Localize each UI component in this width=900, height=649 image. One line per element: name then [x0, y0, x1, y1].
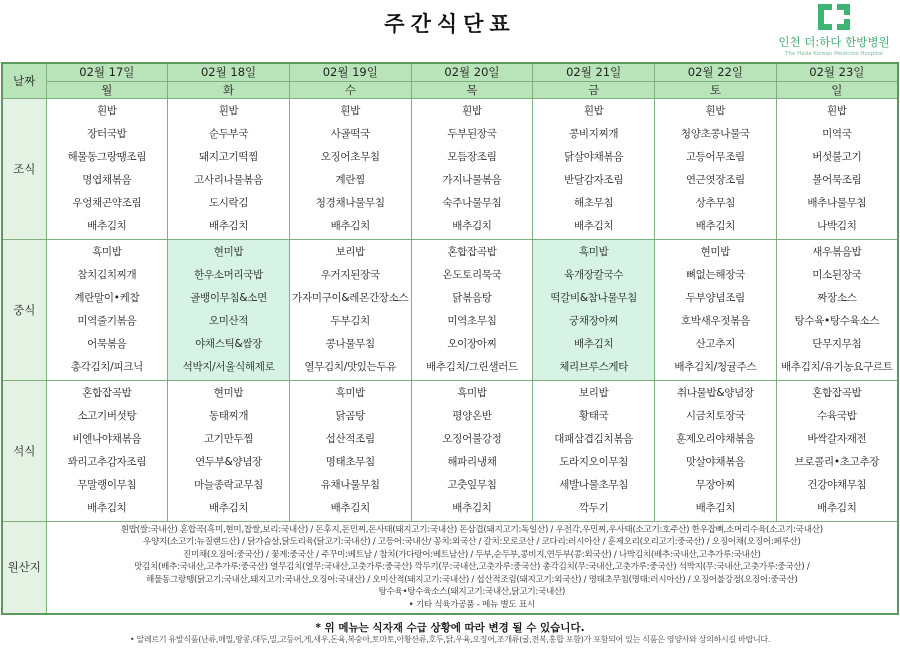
origin-line: 맛김치(배추:국내산,고추가루:중국산) 열무김치(열무:국내산,고춧가루:중국산) 깍두기(무:국내산,고춧가루:중국산) 총각김치(무:국내산,고춧가루:중국산) 석박지(무:국내산,고춧가루:중국산) / [133, 562, 810, 572]
menu-item: 배추김치 [695, 501, 736, 514]
menu-item: 미소된장국 [812, 268, 862, 281]
menu-item: 흑미밥 [457, 386, 487, 399]
weekday-cell: 화 [168, 81, 290, 98]
menu-item: 혼합잡곡밥 [812, 386, 862, 399]
menu-item: 육개장칼국수 [564, 268, 624, 281]
origin-line: 탕수육•탕수육소스(돼지고기:국내산,닭고기:국내산) [378, 587, 566, 597]
menu-item: 대패삼겹김치볶음 [554, 432, 634, 445]
hospital-logo [770, 4, 898, 62]
menu-item: 브로콜리•초고추장 [794, 455, 880, 468]
menu-item: 비엔나야채볶음 [72, 432, 142, 445]
menu-item: 흰밥 [462, 104, 482, 117]
weekday-cell: 월 [46, 81, 168, 98]
menu-item: 미역국 [822, 127, 852, 140]
menu-item: 현미밥 [700, 245, 731, 258]
menu-item: 배추김치 [695, 219, 736, 232]
menu-list [777, 241, 897, 379]
menu-item: 두부김치 [330, 314, 370, 327]
menu-item: 유채나물무침 [320, 478, 380, 491]
menu-item: 호박새우젓볶음 [680, 314, 750, 327]
menu-item: 나박김치 [817, 219, 857, 232]
menu-item: 소고기버섯탕 [77, 409, 137, 422]
menu-list [168, 382, 289, 520]
menu-item: 배추김치 [87, 501, 127, 514]
menu-item: 총각김치/피크닉 [70, 360, 143, 373]
menu-item: 새우볶음밥 [812, 245, 862, 258]
dinner-cell [168, 380, 290, 521]
menu-list [47, 100, 168, 238]
menu-item: 우거지된장국 [320, 268, 380, 281]
date-cell: 02월 20일 [411, 63, 533, 81]
menu-item: 골뱅이무침&소면 [190, 291, 267, 304]
origin-label: 원산지 [2, 521, 46, 614]
menu-item: 흑미밥 [92, 245, 122, 258]
menu-item: 오징어초무침 [320, 150, 380, 163]
menu-item: 흰밥 [583, 104, 604, 117]
menu-item: 한우소머리국밥 [194, 268, 263, 281]
origin-line: • 기타 식육가공품 - 메뉴 별도 표시 [408, 599, 535, 610]
menu-item: 배추김치 [452, 219, 492, 232]
menu-item: 궁채장아찌 [569, 314, 619, 327]
dinner-cell [533, 380, 655, 521]
lunch-cell [411, 239, 533, 380]
menu-list [533, 241, 654, 379]
menu-item: 흰밥 [218, 104, 239, 117]
origin-line: 흰밥(쌀:국내산) 혼합곡(흑미,현미,찹쌀,보리:국내산) / 돈후지,돈민찌,돈사태(돼지고기:국내산) 돈삼겹(돼지고기:독일산) / 우전각,우민찌,우사태(소고기:호주산) 한우잡뼈,소머리수육(소고기:국내산) [120, 524, 823, 535]
menu-item: 맛살야채볶음 [685, 455, 745, 468]
lunch-cell [46, 239, 168, 380]
menu-list [412, 100, 533, 238]
menu-item: 배추김치/청귤주스 [674, 360, 757, 373]
menu-item: 평양온반 [452, 409, 492, 422]
menu-item: 흰밥 [97, 104, 117, 117]
weekday-cell: 일 [776, 81, 898, 98]
menu-item: 탕수육•탕수육소스 [794, 314, 880, 327]
menu-item: 흰밥 [340, 104, 361, 117]
menu-item: 무장아찌 [695, 478, 736, 491]
menu-item: 미역초무침 [447, 314, 497, 327]
menu-item: 배추김치 [452, 501, 492, 514]
menu-item: 해물동그랑땡조림 [67, 150, 147, 163]
lunch-cell [533, 239, 655, 380]
weekday-cell: 목 [411, 81, 533, 98]
menu-item: 돼지고기떡찜 [199, 150, 259, 163]
menu-item: 고춧잎무침 [447, 478, 497, 491]
menu-item: 순두부국 [208, 127, 249, 140]
menu-item: 상추무침 [695, 196, 736, 209]
menu-list [290, 382, 411, 520]
menu-item: 해파리냉채 [447, 455, 497, 468]
menu-item: 명엽채볶음 [82, 173, 132, 186]
menu-list [655, 100, 776, 238]
menu-item: 마늘종락교무침 [194, 478, 263, 491]
lunch-cell [168, 239, 290, 380]
menu-item: 온도토리묵국 [442, 268, 502, 281]
menu-item: 석박지/서울식해제로 [182, 360, 275, 373]
menu-item: 도시락김 [208, 196, 249, 209]
menu-item: 해초무침 [573, 196, 614, 209]
breakfast-cell [46, 98, 168, 239]
menu-item: 꽈리고추감자조림 [67, 455, 147, 468]
menu-item: 어묵볶음 [87, 337, 127, 350]
menu-item: 청경채나물무침 [315, 196, 385, 209]
menu-item: 깍두기 [578, 501, 609, 514]
menu-item: 오징어불강정 [442, 432, 502, 445]
dinner-cell [776, 380, 898, 521]
menu-item: 콩나물무침 [325, 337, 375, 350]
menu-item: 가자미구이&레몬간장소스 [292, 291, 409, 304]
menu-item: 도라지오이무침 [559, 455, 629, 468]
menu-item: 취나물밥&양념장 [676, 386, 754, 399]
menu-item: 배추김치 [817, 501, 857, 514]
weekday-header-row [2, 81, 898, 98]
menu-item: 모듬장조림 [447, 150, 497, 163]
menu-item: 고기만두찜 [203, 432, 254, 445]
dinner-cell [289, 380, 411, 521]
menu-list [533, 100, 654, 238]
menu-item: 고사리나물볶음 [194, 173, 263, 186]
menu-list [290, 241, 411, 379]
menu-list [412, 241, 533, 379]
menu-item: 보리밥 [578, 386, 609, 399]
origin-line: 우양지(소고기:뉴질랜드산) / 닭가슴살,닭도리육(닭고기:국내산) / 고등어:국내산/ 꽁치:외국산 / 갈치:모로코산 / 코다리:러시아산 / 훈제오리(오리고기:중국산) / 오징어채(오징어:페루산) [142, 537, 801, 547]
menu-item: 닭살야채볶음 [564, 150, 624, 163]
allergy-notice: • 알레르기 유발식품(난류,메밀,땅콩,대두,밀,고등어,게,새우,돈육,복숭아,토마토,아황산류,호두,닭,우육,오징어,조개류(굴,전복,홍합 포함)가 포함되어 있는 식품은 영양사와 상의하시길 바랍니다. [129, 635, 771, 644]
menu-item: 배추김치 [87, 219, 127, 232]
menu-item: 배추나물무침 [807, 196, 867, 209]
menu-item: 황태국 [578, 409, 609, 422]
menu-item: 시금치토장국 [685, 409, 745, 422]
lunch-cell [655, 239, 777, 380]
date-label: 날짜 [2, 63, 46, 98]
menu-list [168, 241, 289, 379]
menu-list [290, 100, 411, 238]
menu-item: 흑미밥 [335, 386, 366, 399]
dinner-cell [411, 380, 533, 521]
origin-line: 진미채(오징어:중국산) / 꽃게:중국산 / 주꾸미:베트남 / 참치(가다랑어:베트남산) / 두부,순두부,콩비지,연두부(콩:외국산) / 나박김치(배추:국내산,고추가루:국내산) [182, 549, 761, 560]
menu-item: 열무김치/맛있는두유 [304, 360, 397, 373]
menu-list [168, 100, 289, 238]
menu-item: 뼈없는해장국 [685, 268, 745, 281]
menu-item: 현미밥 [213, 386, 244, 399]
origin-line: 해물동그랑땡(닭고기:국내산,돼지고기:국내산,오징어:국내산) / 오미산적(돼지고기:국내산) / 섭산적조림(돼지고기:외국산) / 명태초무침(명태:러시아산) / 오징어불강정(오징어:중국산) [145, 574, 798, 585]
breakfast-row [2, 98, 898, 239]
menu-item: 콩비지찌개 [569, 127, 619, 140]
menu-item: 볼어묵조림 [812, 173, 862, 186]
origin-info [46, 521, 898, 614]
breakfast-cell [533, 98, 655, 239]
dinner-cell [46, 380, 168, 521]
breakfast-cell [776, 98, 898, 239]
menu-item: 버섯불고기 [812, 150, 862, 163]
menu-item: 우엉채곤약조림 [72, 196, 142, 209]
menu-item: 흰밥 [827, 104, 847, 117]
menu-item: 두부된장국 [447, 127, 497, 140]
menu-item: 보리밥 [335, 245, 366, 258]
menu-list [412, 382, 533, 520]
menu-item: 혼합잡곡밥 [82, 386, 132, 399]
logo-mark-icon [818, 4, 850, 30]
menu-item: 배추김치 [208, 219, 249, 232]
date-header-row [2, 63, 898, 81]
menu-item: 두부양념조림 [685, 291, 745, 304]
menu-list [655, 241, 776, 379]
menu-item: 배추김치 [208, 501, 249, 514]
weekday-cell: 수 [289, 81, 411, 98]
date-cell: 02월 21일 [533, 63, 655, 81]
menu-item: 산고추지 [695, 337, 736, 350]
lunch-cell [289, 239, 411, 380]
date-cell: 02월 17일 [46, 63, 168, 81]
menu-list [655, 382, 776, 520]
breakfast-cell [168, 98, 290, 239]
menu-list [47, 241, 168, 379]
menu-item: 수육국밥 [817, 409, 857, 422]
menu-item: 배추김치 [330, 501, 370, 514]
menu-item: 사골떡국 [330, 127, 370, 140]
menu-item: 야채스틱&쌈장 [195, 337, 263, 350]
change-notice: * 위 메뉴는 식자재 수급 상황에 따라 변경 될 수 있습니다. [315, 622, 585, 634]
menu-item: 고등어무조림 [685, 150, 745, 163]
menu-list [47, 382, 168, 520]
menu-item: 세발나물초무침 [559, 478, 629, 491]
menu-item: 명태초무침 [325, 455, 375, 468]
menu-item: 반달감자조림 [564, 173, 624, 186]
logo-name: 인천 더:하다 한방병원 [778, 35, 890, 49]
menu-item: 가지나물볶음 [442, 173, 502, 186]
menu-item: 배추김치/유기농요구르트 [781, 360, 893, 373]
menu-item: 배추김치 [330, 219, 370, 232]
menu-item: 계란찜 [335, 173, 366, 186]
menu-item: 현미밥 [213, 245, 244, 258]
breakfast-cell [289, 98, 411, 239]
menu-item: 참치김치찌개 [77, 268, 137, 281]
lunch-row [2, 239, 898, 380]
menu-item: 체리브루스게타 [559, 360, 629, 373]
menu-item: 혼합잡곡밥 [447, 245, 497, 258]
menu-item: 짜장소스 [817, 291, 857, 304]
logo-english: The Hada Korean Medicine Hospital [785, 51, 883, 57]
breakfast-cell [655, 98, 777, 239]
menu-list [777, 100, 897, 238]
menu-item: 배추김치 [573, 219, 614, 232]
menu-item: 오이장아찌 [447, 337, 497, 350]
menu-item: 배추김치 [573, 337, 614, 350]
menu-item: 계란말이•케찹 [74, 291, 140, 304]
menu-item: 숙주나물무침 [442, 196, 502, 209]
menu-item: 청양초콩나물국 [680, 127, 750, 140]
menu-item: 흰밥 [705, 104, 726, 117]
menu-item: 닭볶음탕 [452, 291, 492, 304]
dinner-label: 석식 [2, 380, 46, 521]
menu-item: 흑미밥 [578, 245, 609, 258]
menu-item: 동태찌개 [208, 409, 249, 422]
menu-item: 바싹갈자재전 [807, 432, 867, 445]
menu-item: 훈제오리야채볶음 [675, 432, 755, 445]
menu-item: 미역줄기볶음 [77, 314, 137, 327]
breakfast-label: 조식 [2, 98, 46, 239]
date-cell: 02월 22일 [655, 63, 777, 81]
menu-item: 오미산적 [208, 314, 249, 327]
menu-item: 건강야채무침 [807, 478, 867, 491]
weekday-cell: 금 [533, 81, 655, 98]
menu-list [533, 382, 654, 520]
date-cell: 02월 23일 [776, 63, 898, 81]
date-cell: 02월 18일 [168, 63, 290, 81]
date-cell: 02월 19일 [289, 63, 411, 81]
menu-item: 연두부&양념장 [195, 455, 263, 468]
origin-row [2, 521, 898, 614]
menu-item: 떡갈비&참나물무침 [550, 291, 637, 304]
dinner-cell [655, 380, 777, 521]
menu-item: 단무지무침 [812, 337, 862, 350]
weekday-cell: 토 [655, 81, 777, 98]
dinner-row [2, 380, 898, 521]
weekly-menu-table [1, 62, 899, 615]
menu-list [777, 382, 897, 520]
breakfast-cell [411, 98, 533, 239]
lunch-label: 중식 [2, 239, 46, 380]
menu-item: 배추김치/그린샐러드 [426, 360, 518, 373]
menu-item: 무말랭이무침 [77, 478, 137, 491]
menu-item: 장터국밥 [87, 127, 127, 140]
lunch-cell [776, 239, 898, 380]
menu-item: 섭산적조림 [325, 432, 375, 445]
page-title: 주간식단표 [384, 12, 516, 36]
menu-item: 연근엿장조림 [685, 173, 745, 186]
menu-item: 닭곰탕 [335, 409, 366, 422]
